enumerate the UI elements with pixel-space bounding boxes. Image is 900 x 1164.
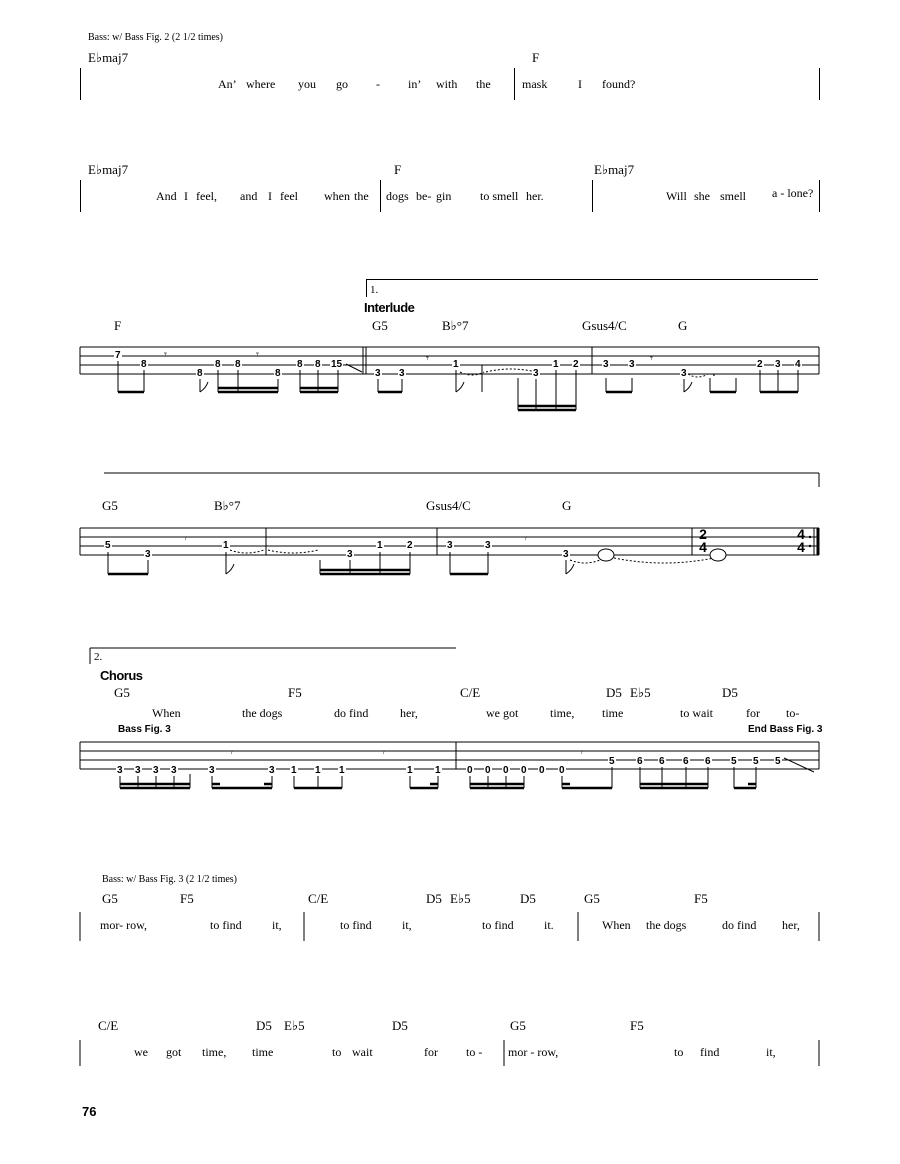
lyric-syllable: to wait <box>680 706 713 720</box>
chord-symbol: E♭5 <box>284 1018 305 1033</box>
lyric-syllable: it, <box>402 918 412 932</box>
tab-fret-number: 1 <box>407 765 413 776</box>
chord-symbol: G <box>678 318 688 333</box>
tab-fret-number: 1 <box>435 765 441 776</box>
chord-symbol: D5 <box>520 891 536 906</box>
chord-symbol: E♭maj7 <box>594 162 635 177</box>
tab-fret-number: 2 <box>757 359 763 370</box>
tab-fret-number: 1 <box>291 765 297 776</box>
tab-fret-number: 3 <box>269 765 275 776</box>
tab-fret-number: 1 <box>339 765 345 776</box>
lyric-syllable: When <box>152 706 181 720</box>
ending-number: 1. <box>370 284 379 296</box>
rest-symbol: 𝄾 <box>164 348 167 361</box>
lyric-syllable: found? <box>602 77 636 91</box>
rest-symbol: 𝄾 <box>580 746 583 759</box>
lyric-syllable: she <box>694 189 710 203</box>
lyric-syllable: we <box>134 1045 148 1059</box>
tab-fret-number: 15 <box>331 359 343 370</box>
section-label: Chorus <box>100 668 143 683</box>
chord-symbol: E♭maj7 <box>88 162 129 177</box>
lyric-syllable: you <box>298 77 316 91</box>
section-label: Interlude <box>364 300 415 315</box>
lyric-syllable: and <box>240 189 258 203</box>
lyric-syllable: I <box>578 77 582 91</box>
tab-fret-number: 2 <box>407 540 413 551</box>
tab-fret-number: 3 <box>375 368 381 379</box>
tab-fret-number: 2 <box>573 359 579 370</box>
time-signature-bottom: 4 <box>699 539 707 555</box>
tab-fret-number: 8 <box>215 359 221 370</box>
tab-fret-number: 5 <box>105 540 111 551</box>
tab-fret-number: 0 <box>503 765 509 776</box>
tab-fret-number: 3 <box>399 368 405 379</box>
ending-number: 2. <box>94 651 103 663</box>
chord-symbol: G5 <box>510 1018 526 1033</box>
tab-fret-number: 5 <box>753 756 759 767</box>
chord-symbol: F5 <box>288 685 302 700</box>
tab-fret-number: 8 <box>197 368 203 379</box>
time-signature-top: 2 <box>699 526 707 542</box>
time-signature <box>697 528 709 554</box>
bass-fig-end-label: End Bass Fig. 3 <box>748 724 823 735</box>
lyric-syllable: the <box>476 77 491 91</box>
tab-fret-number: 5 <box>731 756 737 767</box>
lyric-syllable: to find <box>340 918 372 932</box>
chord-symbol: D5 <box>606 685 622 700</box>
lyric-syllable: I <box>184 189 188 203</box>
lyric-syllable: got <box>166 1045 182 1059</box>
chord-symbol: F <box>394 162 402 177</box>
lyric-syllable: to- <box>786 706 800 720</box>
tab-fret-number: 8 <box>297 359 303 370</box>
lyric-syllable: to find <box>482 918 514 932</box>
bass-instruction: Bass: w/ Bass Fig. 3 (2 1/2 times) <box>102 874 238 885</box>
chord-symbol: Gsus4/C <box>426 498 471 513</box>
chord-symbol: E♭5 <box>450 891 471 906</box>
tab-fret-number: 8 <box>315 359 321 370</box>
chord-symbol: F <box>114 318 122 333</box>
tab-fret-number: 3 <box>171 765 177 776</box>
lyric-syllable: for <box>746 706 760 720</box>
lyric-syllable: time <box>252 1045 274 1059</box>
chord-symbol: B♭°7 <box>214 498 241 513</box>
lyric-syllable: to find <box>210 918 242 932</box>
lyric-syllable: the dogs <box>646 918 687 932</box>
chord-symbol: D5 <box>256 1018 272 1033</box>
chord-symbol: D5 <box>392 1018 408 1033</box>
tab-fret-number: 4 <box>795 359 801 370</box>
svg-text:.: . <box>712 365 716 379</box>
tab-fret-number: 3 <box>117 765 123 776</box>
lyric-syllable: gin <box>436 189 452 203</box>
lyric-syllable: mor - row, <box>508 1045 559 1059</box>
tab-fret-number: 5 <box>775 756 781 767</box>
tab-fret-number: 3 <box>153 765 159 776</box>
lyric-syllable: to <box>332 1045 342 1059</box>
chord-symbol: C/E <box>308 891 329 906</box>
lyric-syllable: a - lone? <box>772 186 814 200</box>
tab-fret-number: 8 <box>275 368 281 379</box>
lyric-syllable: mask <box>522 77 548 91</box>
tab-fret-number: 6 <box>637 756 643 767</box>
bass-instruction: Bass: w/ Bass Fig. 2 (2 1/2 times) <box>88 32 224 43</box>
lyric-syllable: - <box>376 77 380 91</box>
tab-fret-number: 6 <box>705 756 711 767</box>
tab-fret-number: 0 <box>559 765 565 776</box>
lyric-syllable: When <box>602 918 631 932</box>
lyric-syllable: mor- row, <box>100 918 147 932</box>
tab-fret-number: 3 <box>563 549 569 560</box>
lyric-syllable: to <box>674 1045 684 1059</box>
tab-fret-number: 0 <box>485 765 491 776</box>
lyric-syllable: it, <box>766 1045 776 1059</box>
tab-fret-number: 0 <box>467 765 473 776</box>
tab-fret-number: 1 <box>453 359 459 370</box>
lyric-syllable: with <box>436 77 458 91</box>
tab-fret-number: 3 <box>347 549 353 560</box>
rest-symbol: 𝄾 <box>426 352 429 365</box>
lyric-syllable: Will <box>666 189 687 203</box>
time-signature <box>795 528 807 554</box>
chord-symbol: D5 <box>426 891 442 906</box>
lyric-syllable: I <box>268 189 272 203</box>
lyric-syllable: it, <box>272 918 282 932</box>
lyric-syllable: smell <box>720 189 746 203</box>
lyric-syllable: do find <box>722 918 757 932</box>
lyric-syllable: dogs <box>386 189 409 203</box>
tab-fret-number: 3 <box>603 359 609 370</box>
tab-fret-number: 3 <box>629 359 635 370</box>
lyric-syllable: her, <box>400 706 418 720</box>
tab-fret-number: 8 <box>141 359 147 370</box>
tab-fret-number: 8 <box>235 359 241 370</box>
bass-fig-start-label: Bass Fig. 3 <box>118 724 171 735</box>
chord-symbol: G5 <box>102 891 118 906</box>
chord-symbol: D5 <box>722 685 738 700</box>
chord-symbol: F5 <box>694 891 708 906</box>
time-signature-bottom: 4 <box>797 539 805 555</box>
lyric-syllable: feel <box>280 189 298 203</box>
time-signature-top: 4 <box>797 526 805 542</box>
tab-fret-number: 1 <box>223 540 229 551</box>
lyric-syllable: time, <box>202 1045 227 1059</box>
lyric-syllable: where <box>246 77 276 91</box>
tab-fret-number: 0 <box>521 765 527 776</box>
lyric-syllable: time, <box>550 706 575 720</box>
lyric-syllable: be- <box>416 189 432 203</box>
lyric-syllable: we got <box>486 706 519 720</box>
chord-symbol: G5 <box>114 685 130 700</box>
lyric-syllable: do find <box>334 706 369 720</box>
lyric-syllable: her. <box>526 189 544 203</box>
lyric-syllable: An’ <box>218 77 237 91</box>
lyric-syllable: wait <box>352 1045 373 1059</box>
lyric-syllable: to smell <box>480 189 519 203</box>
lyric-syllable: to - <box>466 1045 483 1059</box>
chord-symbol: C/E <box>460 685 481 700</box>
lyric-syllable: her, <box>782 918 800 932</box>
lyric-syllable: And <box>156 189 177 203</box>
tab-fret-number: 6 <box>659 756 665 767</box>
chord-symbol: C/E <box>98 1018 119 1033</box>
tab-fret-number: 6 <box>683 756 689 767</box>
tab-fret-number: 3 <box>209 765 215 776</box>
tab-fret-number: 3 <box>447 540 453 551</box>
chord-symbol: G5 <box>102 498 118 513</box>
lyric-syllable: find <box>700 1045 720 1059</box>
tab-fret-number: 7 <box>115 350 121 361</box>
chord-symbol: E♭5 <box>630 685 651 700</box>
tab-fret-number: 3 <box>145 549 151 560</box>
lyric-syllable: time <box>602 706 624 720</box>
chord-symbol: G <box>562 498 572 513</box>
lyric-syllable: when <box>324 189 350 203</box>
chord-symbol: F <box>532 50 540 65</box>
lyric-syllable: for <box>424 1045 438 1059</box>
chord-symbol: G5 <box>372 318 388 333</box>
lyric-syllable: go <box>336 77 348 91</box>
lyric-syllable: in’ <box>408 77 422 91</box>
chord-symbol: B♭°7 <box>442 318 469 333</box>
chord-symbol: F5 <box>180 891 194 906</box>
page-number: 76 <box>82 1104 97 1119</box>
tab-fret-number: 1 <box>377 540 383 551</box>
lyric-syllable: it. <box>544 918 554 932</box>
tab-fret-number: 1 <box>553 359 559 370</box>
rest-symbol: 𝄾 <box>256 348 259 361</box>
lyric-syllable: the <box>354 189 369 203</box>
rest-symbol: 𝄾 <box>184 532 187 545</box>
chord-symbol: G5 <box>584 891 600 906</box>
tab-fret-number: 3 <box>485 540 491 551</box>
rest-symbol: 𝄾 <box>382 746 385 759</box>
chord-symbol: Gsus4/C <box>582 318 627 333</box>
rest-symbol: 𝄾 <box>524 532 527 545</box>
rest-symbol: 𝄾 <box>650 352 653 365</box>
tab-fret-number: 0 <box>539 765 545 776</box>
chord-symbol: E♭maj7 <box>88 50 129 65</box>
tab-fret-number: 3 <box>681 368 687 379</box>
rest-symbol: 𝄾 <box>230 746 233 759</box>
tab-fret-number: 5 <box>609 756 615 767</box>
lyric-syllable: the dogs <box>242 706 283 720</box>
lyric-syllable: feel, <box>196 189 217 203</box>
tab-fret-number: 1 <box>315 765 321 776</box>
tab-fret-number: 3 <box>775 359 781 370</box>
chord-symbol: F5 <box>630 1018 644 1033</box>
tab-fret-number: 3 <box>533 368 539 379</box>
tab-fret-number: 3 <box>135 765 141 776</box>
